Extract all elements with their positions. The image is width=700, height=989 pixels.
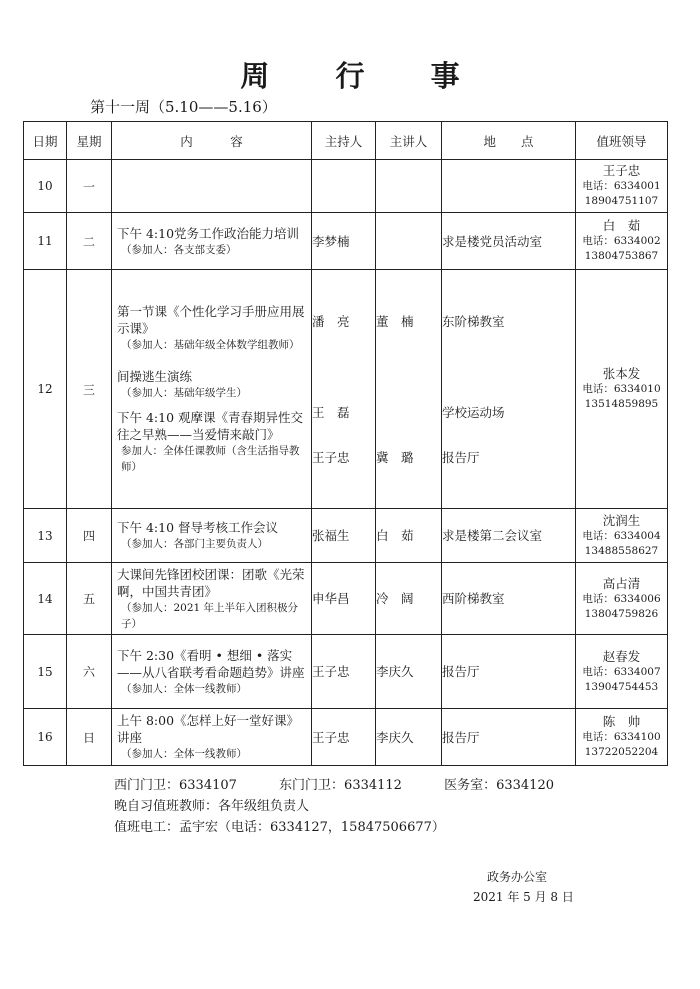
row-speaker (376, 213, 442, 270)
header-weekday: 星期 (67, 122, 112, 160)
duty-phone: 电话：6334010 (582, 383, 661, 395)
header-host: 主持人 (312, 122, 376, 160)
event-participants: （参加人：全体一线教师） (121, 748, 247, 760)
row-host: 张福生 (312, 509, 376, 563)
table-row (24, 635, 668, 709)
host-name: 王子忠 (312, 449, 350, 465)
evening-duty-teacher: 晚自习值班教师：各年级组负责人 (114, 799, 310, 814)
event-participants: 参加人：全体任课教师（含生活指导教师） (121, 445, 300, 473)
host-name: 王 磊 (312, 404, 350, 420)
duty-leader (576, 635, 668, 709)
row-weekday: 日 (67, 709, 112, 766)
location-name: 报告厅 (442, 449, 480, 465)
speaker-name: 董 楠 (376, 313, 414, 329)
issue-date: 2021 年 5 月 8 日 (473, 890, 574, 904)
row-host: 王子忠 (312, 635, 376, 709)
table-row (24, 270, 668, 509)
page-title: 周 行 事 (240, 59, 488, 93)
event-text: 下午 4:10党务工作政治能力培训 (117, 225, 300, 241)
footer-phones (114, 774, 592, 793)
row-date: 13 (24, 509, 67, 563)
duty-mobile: 13804753867 (584, 250, 659, 262)
duty-leader (576, 213, 668, 270)
row-location: 求是楼党员活动室 (442, 213, 576, 270)
duty-leader (576, 270, 668, 509)
row-speaker: 李庆久 (376, 635, 442, 709)
row-speaker (376, 160, 442, 213)
row-weekday: 六 (67, 635, 112, 709)
duty-phone: 电话：6334004 (582, 529, 661, 542)
table-row (24, 213, 668, 270)
duty-phone: 电话：6334100 (582, 731, 661, 743)
row-content (112, 709, 312, 766)
row-content (112, 509, 312, 563)
event-participants: （参加人：各部门主要负责人） (121, 538, 268, 550)
row-date: 16 (24, 709, 67, 766)
event-text: 上午 8:00《怎样上好一堂好课》讲座 (117, 713, 300, 745)
row-host (312, 160, 376, 213)
east-gate-phone: 东门门卫：6334112 (279, 778, 402, 793)
row-date: 11 (24, 213, 67, 270)
duty-leader (576, 709, 668, 766)
duty-mobile: 13514859895 (584, 398, 659, 410)
duty-name: 高占清 (602, 575, 641, 591)
event-participants: （参加人：基础年级学生） (121, 387, 247, 399)
clinic-phone: 医务室：6334120 (444, 778, 554, 793)
duty-phone: 电话：6334001 (582, 180, 661, 192)
row-weekday: 四 (67, 509, 112, 563)
table-row (24, 709, 668, 766)
row-speaker: 白 茹 (376, 509, 442, 563)
event-text: 第一节课《个性化学习手册应用展示课》 (117, 304, 305, 336)
row-content (112, 270, 312, 509)
row-weekday: 五 (67, 563, 112, 635)
header-content: 内 容 (112, 122, 312, 160)
event-text: 间操逃生演练 (117, 369, 193, 384)
schedule-table (23, 121, 668, 766)
row-location: 求是楼第二会议室 (442, 509, 576, 563)
row-date: 12 (24, 270, 67, 509)
duty-mobile: 18904751107 (584, 195, 659, 207)
duty-leader (576, 563, 668, 635)
header-date: 日期 (24, 122, 67, 160)
duty-phone: 电话：6334007 (582, 665, 661, 678)
row-content (112, 563, 312, 635)
west-gate-phone: 西门门卫：6334107 (114, 778, 237, 793)
table-header-row (24, 122, 668, 160)
duty-phone: 电话：6334002 (582, 235, 661, 247)
duty-mobile: 13804759826 (584, 607, 659, 620)
row-host (312, 270, 376, 509)
host-name: 潘 亮 (312, 313, 350, 329)
duty-mobile: 13488558627 (584, 544, 659, 557)
row-location: 西阶梯教室 (442, 563, 576, 635)
duty-leader (576, 160, 668, 213)
row-weekday: 二 (67, 213, 112, 270)
row-date: 15 (24, 635, 67, 709)
duty-mobile: 13904754453 (584, 680, 659, 693)
header-duty: 值班领导 (576, 122, 668, 160)
row-date: 10 (24, 160, 67, 213)
event-text: 下午 2:30《看明 • 想细 • 落实——从八省联考看命题趋势》讲座 (117, 647, 305, 680)
issuing-office: 政务办公室 (487, 870, 548, 884)
row-date: 14 (24, 563, 67, 635)
event-participants: （参加人：2021 年上半年入团积极分子） (121, 601, 299, 630)
row-host: 李梦楠 (312, 213, 376, 270)
location-name: 东阶梯教室 (442, 313, 505, 329)
row-location: 报告厅 (442, 709, 576, 766)
duty-name: 张本发 (602, 366, 641, 381)
event-text: 下午 4:10 督导考核工作会议 (117, 520, 279, 535)
event-participants: （参加人：各支部支委） (121, 243, 237, 256)
duty-name: 白 茹 (602, 218, 641, 233)
event-text: 下午 4:10 观摩课《青春期异性交往之早熟——当爱情来敲门》 (117, 410, 304, 442)
header-speaker: 主讲人 (376, 122, 442, 160)
row-speaker: 冷 阔 (376, 563, 442, 635)
speaker-name: 冀 璐 (376, 449, 414, 465)
row-location: 报告厅 (442, 635, 576, 709)
row-location (442, 160, 576, 213)
row-host: 申华昌 (312, 563, 376, 635)
week-label: 第十一周（5.10——5.16） (90, 98, 277, 116)
duty-leader (576, 509, 668, 563)
event-text: 大课间先锋团校团课：团歌《光荣啊，中国共青团》 (117, 566, 305, 599)
row-weekday: 三 (67, 270, 112, 509)
event-participants: （参加人：基础年级全体数学组教师） (121, 339, 300, 351)
duty-name: 赵春发 (602, 648, 641, 664)
row-weekday: 一 (67, 160, 112, 213)
table-row (24, 563, 668, 635)
duty-phone: 电话：6334006 (582, 592, 661, 605)
duty-name: 王子忠 (602, 163, 641, 178)
table-row (24, 509, 668, 563)
header-location: 地 点 (442, 122, 576, 160)
row-content (112, 635, 312, 709)
duty-mobile: 13722052204 (584, 746, 659, 758)
row-host: 王子忠 (312, 709, 376, 766)
duty-name: 陈 帅 (602, 714, 641, 729)
row-content (112, 160, 312, 213)
row-speaker (376, 270, 442, 509)
row-content (112, 213, 312, 270)
duty-electrician: 值班电工：孟宇宏（电话：6334127，15847506677） (114, 820, 445, 835)
row-speaker: 李庆久 (376, 709, 442, 766)
event-participants: （参加人：全体一线教师） (121, 682, 247, 695)
table-row (24, 160, 668, 213)
location-name: 学校运动场 (442, 404, 505, 420)
duty-name: 沈润生 (602, 512, 641, 528)
row-location (442, 270, 576, 509)
